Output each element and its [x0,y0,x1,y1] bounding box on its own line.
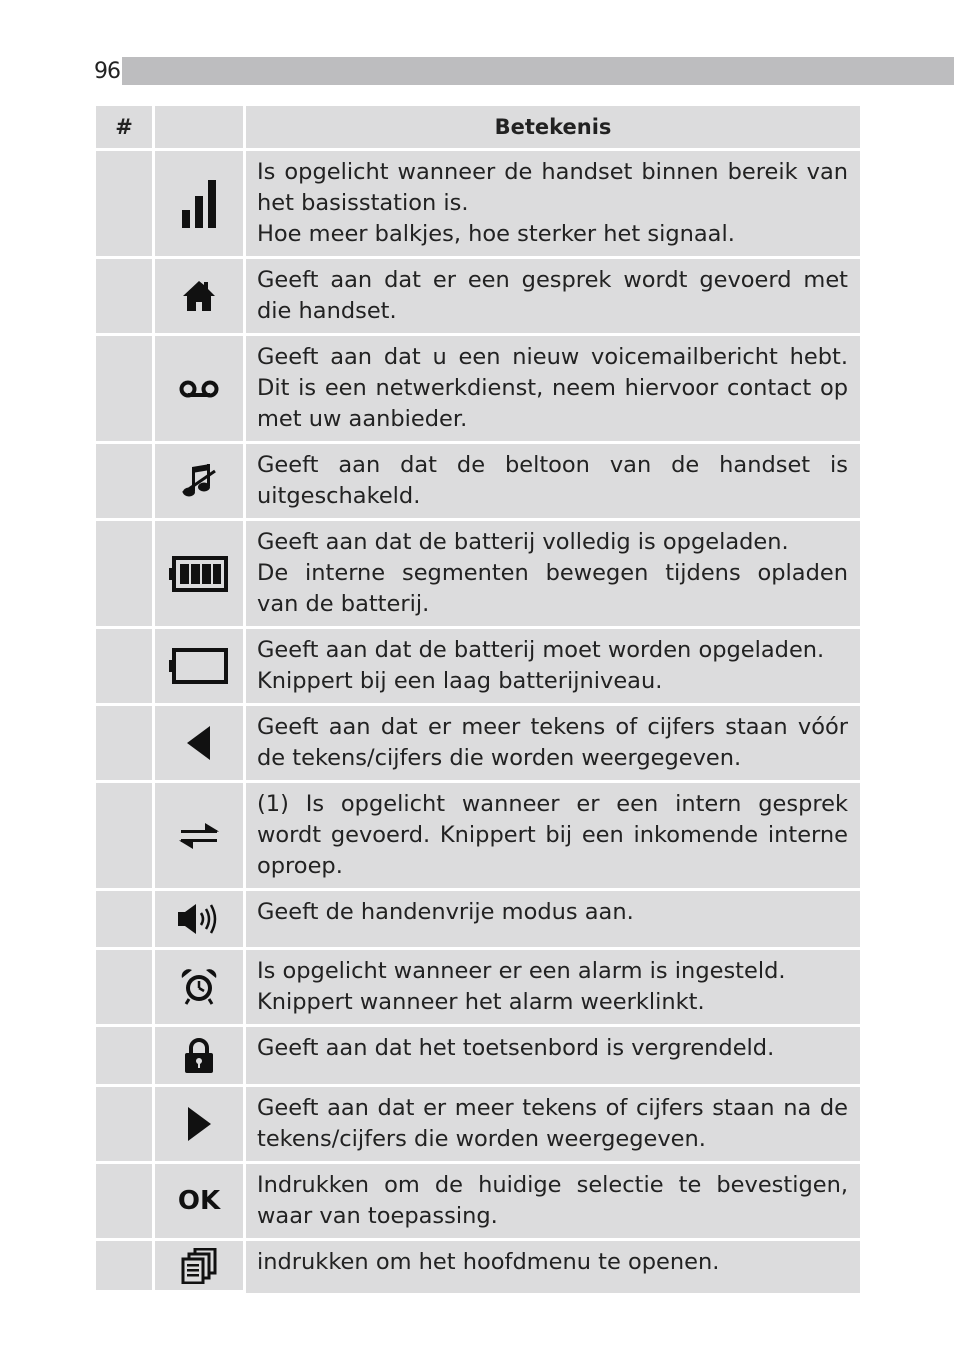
row-description [246,629,860,706]
row-num-cell [96,1027,155,1087]
table-row [96,629,860,706]
row-description [246,1087,860,1164]
description-line: Geeft de handenvrije modus aan. [257,899,634,925]
signal-bars-icon [182,180,216,228]
icon-meaning-table [96,106,860,1293]
row-icon-cell [155,783,246,891]
table-row [96,151,860,259]
header-bar [122,57,954,85]
table-row [96,521,860,629]
table-row [96,1087,860,1164]
row-icon-cell [155,336,246,444]
description-line: indrukken om het hoofdmenu te openen. [257,1249,720,1275]
ok-icon: OK [177,1186,221,1216]
description-line: Geeft aan dat er een gesprek wordt gevoerd met die handset. [257,267,848,324]
row-description [246,521,860,629]
table-row [96,1027,860,1087]
voicemail-icon [179,379,219,399]
table-row [96,891,860,950]
row-icon-cell [155,629,246,706]
description-line: Is opgelicht wanneer er een alarm is ingesteld. [257,958,786,984]
row-icon-cell [155,1241,246,1293]
speaker-icon [177,903,221,935]
description-line: Knippert bij een laag batterijniveau. [257,668,663,694]
row-description [246,336,860,444]
row-description [246,444,860,521]
row-num-cell [96,783,155,891]
row-icon-cell [155,706,246,783]
description-line: Geeft aan dat u een nieuw voicemailbericht hebt. Dit is een netwerkdienst, neem hiervoor contact op met uw aanbieder. [257,344,848,432]
row-num-cell [96,1087,155,1164]
header-meaning: Betekenis [246,106,860,151]
row-description [246,706,860,783]
row-icon-cell [155,521,246,629]
battery-full-icon [169,556,229,592]
row-num-cell [96,336,155,444]
ringer-off-icon [181,463,217,499]
arrow-right-icon [186,1107,212,1141]
row-num-cell [96,629,155,706]
description-line: (1) Is opgelicht wanneer er een intern gesprek wordt gevoerd. Knippert bij een inkomende interne oproep. [257,791,848,879]
row-icon-cell [155,1087,246,1164]
row-icon-cell [155,891,246,950]
row-num-cell [96,444,155,521]
row-num-cell [96,891,155,950]
row-icon-cell [155,151,246,259]
alarm-clock-icon [180,968,218,1006]
description-line: De interne segmenten bewegen tijdens opladen van de batterij. [257,560,848,617]
row-num-cell [96,151,155,259]
table-row [96,336,860,444]
row-description [246,891,860,950]
intercom-icon [179,823,219,849]
battery-empty-icon [169,648,229,684]
row-description [246,1164,860,1241]
row-icon-cell [155,444,246,521]
description-line: Indrukken om de huidige selectie te bevestigen, waar van toepassing. [257,1172,848,1229]
description-line: Geeft aan dat de batterij moet worden opgeladen. [257,637,825,663]
table-row [96,1241,860,1293]
table-header-row [96,106,860,151]
row-description [246,259,860,336]
row-description [246,1027,860,1087]
description-line: Geeft aan dat er meer tekens of cijfers staan vóór de tekens/cijfers die worden weergegeven. [257,714,848,771]
page-number: 96 [94,59,120,84]
description-line: Geeft aan dat de batterij volledig is opgeladen. [257,529,789,555]
table-row [96,950,860,1027]
row-description [246,783,860,891]
row-icon-cell [155,1164,246,1241]
table-row [96,1164,860,1241]
table-row [96,444,860,521]
row-num-cell [96,259,155,336]
row-num-cell [96,521,155,629]
row-description [246,1241,860,1293]
description-line: Geeft aan dat de beltoon van de handset is uitgeschakeld. [257,452,848,509]
row-description [246,151,860,259]
table-row [96,783,860,891]
row-num-cell [96,1164,155,1241]
arrow-left-icon [186,726,212,760]
description-line: Geeft aan dat het toetsenbord is vergrendeld. [257,1035,775,1061]
row-icon-cell [155,259,246,336]
description-line: Is opgelicht wanneer de handset binnen bereik van het basisstation is. [257,159,848,216]
row-num-cell [96,1241,155,1293]
description-line: Knippert wanneer het alarm weerklinkt. [257,989,705,1015]
description-line: Geeft aan dat er meer tekens of cijfers staan na de tekens/cijfers die worden weergegeven. [257,1095,848,1152]
table-row [96,259,860,336]
lock-icon [183,1038,215,1074]
row-num-cell [96,706,155,783]
row-num-cell [96,950,155,1027]
page-header [94,57,954,85]
header-num: # [96,106,155,151]
table-row [96,706,860,783]
description-line: Hoe meer balkjes, hoe sterker het signaal. [257,221,735,247]
row-icon-cell [155,950,246,1027]
home-icon [182,279,216,313]
menu-icon [181,1248,217,1284]
row-icon-cell [155,1027,246,1087]
header-icon [155,106,246,151]
row-description [246,950,860,1027]
